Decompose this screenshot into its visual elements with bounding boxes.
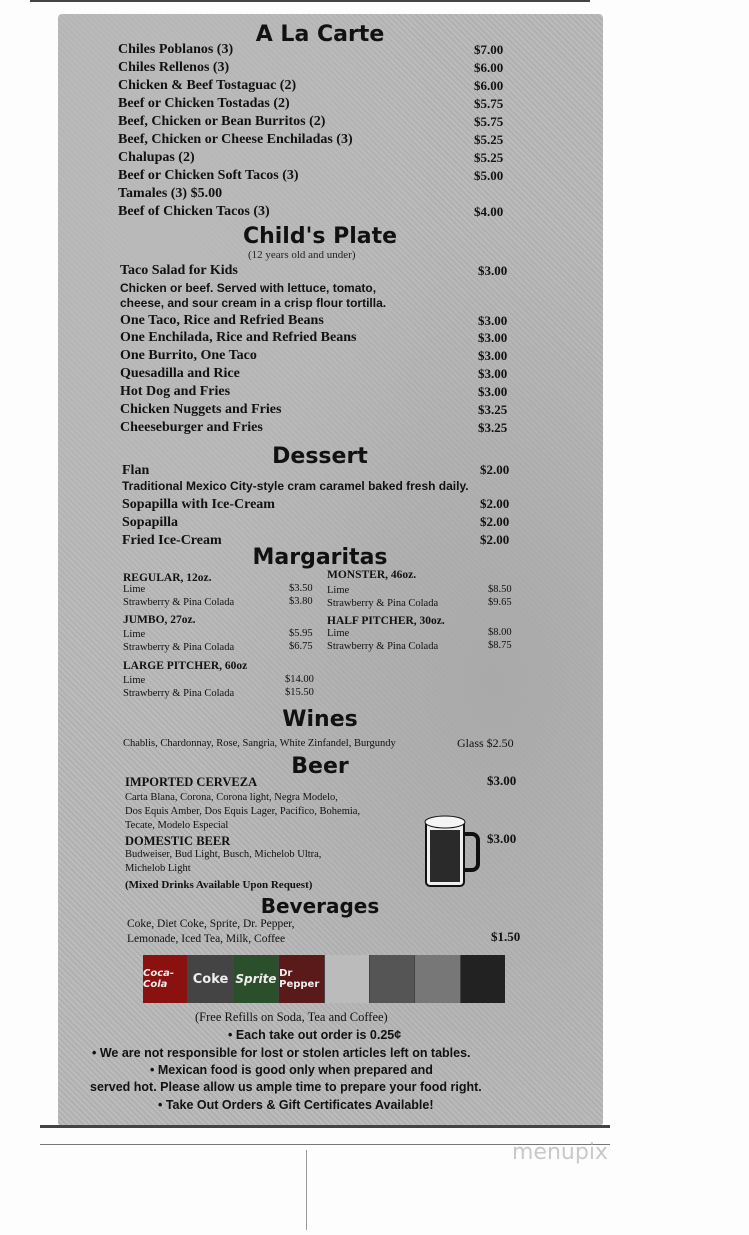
beer-list: Michelob Light (125, 863, 191, 874)
a-la-carte-title: A La Carte (255, 22, 385, 47)
lemonade-logo (325, 955, 370, 1003)
list-item: Chiles Rellenos (3) (118, 60, 230, 75)
childs-plate-title: Child's Plate (242, 224, 398, 249)
wines-price: Glass $2.50 (457, 736, 514, 750)
item-price: $3.00 (478, 348, 508, 363)
list-item: Beef or Chicken Tostadas (2) (118, 96, 290, 111)
margarita-size: REGULAR, 12oz. (123, 572, 212, 584)
item-price: $5.75 (474, 96, 504, 111)
margarita-price: $3.80 (289, 596, 313, 607)
footer-note: • Take Out Orders & Gift Certificates Available! (158, 1098, 434, 1112)
coke-logo: Coke (188, 955, 233, 1003)
margarita-price: $5.95 (289, 628, 313, 639)
footer-note: • Each take out order is 0.25¢ (228, 1028, 402, 1042)
list-item: Chicken Nuggets and Fries (120, 402, 282, 417)
list-item: Quesadilla and Rice (120, 366, 240, 381)
footer-note: • We are not responsible for lost or stolen articles left on tables. (92, 1046, 471, 1060)
margarita-size: HALF PITCHER, 30oz. (327, 615, 445, 627)
margarita-price: $8.00 (488, 627, 512, 638)
list-item: Cheeseburger and Fries (120, 420, 263, 435)
footer-note: served hot. Please allow us ample time to prepare your food right. (90, 1080, 482, 1094)
item-description: Chicken or beef. Served with lettuce, tomato, (120, 281, 377, 295)
list-item: Chicken & Beef Tostaguac (2) (118, 78, 297, 93)
margarita-flavor: Strawberry & Pina Colada (123, 688, 235, 699)
margarita-flavor: Strawberry & Pina Colada (123, 642, 235, 653)
list-item: Sopapilla (122, 515, 179, 530)
beverages-list: Lemonade, Iced Tea, Milk, Coffee (127, 933, 286, 945)
margarita-flavor: Lime (123, 675, 146, 686)
list-item: Chiles Poblanos (3) (118, 42, 234, 57)
soda-logos-strip (143, 955, 505, 1003)
item-price: $2.00 (480, 496, 510, 511)
item-price: $3.00 (487, 773, 517, 788)
beer-list: Budweiser, Bud Light, Busch, Michelob Ultra, (125, 849, 322, 860)
margarita-price: $3.50 (289, 583, 313, 594)
item-price: $6.00 (474, 78, 504, 93)
list-item: Hot Dog and Fries (120, 384, 231, 399)
list-item: Flan (122, 463, 150, 478)
iced-tea-logo (370, 955, 415, 1003)
beer-mug-icon (420, 812, 480, 892)
item-price: $3.00 (478, 313, 508, 328)
item-price: $3.00 (478, 384, 508, 399)
list-item: Sopapilla with Ice-Cream (122, 497, 275, 512)
list-item: Beef, Chicken or Bean Burritos (2) (118, 114, 326, 129)
item-price: $2.00 (480, 514, 510, 529)
margarita-size: JUMBO, 27oz. (123, 614, 196, 626)
item-price: $3.25 (478, 420, 508, 435)
list-item: One Enchilada, Rice and Refried Beans (120, 330, 357, 345)
margarita-flavor: Strawberry & Pina Colada (123, 597, 235, 608)
beer-title: Beer (291, 754, 349, 779)
beer-category: IMPORTED CERVEZA (125, 775, 258, 789)
margarita-price: $6.75 (289, 641, 313, 652)
margarita-price: $8.75 (488, 640, 512, 651)
item-price: $5.75 (474, 114, 504, 129)
item-price: $3.00 (478, 366, 508, 381)
sprite-logo: Sprite (234, 955, 279, 1003)
margarita-flavor: Lime (123, 584, 146, 595)
margarita-flavor: Lime (327, 628, 350, 639)
margarita-size: LARGE PITCHER, 60oz (123, 660, 248, 672)
margarita-price: $14.00 (285, 674, 314, 685)
item-price: $3.00 (478, 263, 508, 278)
wines-list: Chablis, Chardonnay, Rose, Sangria, White Zinfandel, Burgundy (123, 738, 396, 749)
list-item: Beef of Chicken Tacos (3) (118, 204, 270, 219)
beer-category: DOMESTIC BEER (125, 834, 231, 848)
list-item: Beef, Chicken or Cheese Enchiladas (3) (118, 132, 353, 147)
watermark: menupix (512, 1140, 608, 1165)
list-item: Beef or Chicken Soft Tacos (3) (118, 168, 299, 183)
free-refills-note: (Free Refills on Soda, Tea and Coffee) (195, 1010, 388, 1024)
item-price: $2.00 (480, 462, 510, 477)
item-price: $2.00 (480, 532, 510, 547)
milk-logo (415, 955, 460, 1003)
list-item: Fried Ice-Cream (122, 533, 222, 548)
coca-cola-logo: Coca-Cola (143, 955, 188, 1003)
fold-line (306, 1150, 307, 1230)
list-item: One Burrito, One Taco (120, 348, 257, 363)
footer-note: • Mexican food is good only when prepared and (150, 1063, 433, 1077)
childs-plate-subtitle: (12 years old and under) (248, 249, 356, 261)
beer-list: Tecate, Modelo Especial (125, 820, 229, 831)
beer-list: Carta Blana, Corona, Corona light, Negra Modelo, (125, 792, 338, 803)
beverages-list: Coke, Diet Coke, Sprite, Dr. Pepper, (127, 918, 295, 930)
margarita-size: MONSTER, 46oz. (327, 569, 417, 581)
item-price: $5.25 (474, 132, 504, 147)
list-item: Chalupas (2) (118, 150, 195, 165)
beer-list: Dos Equis Amber, Dos Equis Lager, Pacifico, Bohemia, (125, 806, 361, 817)
item-price: $3.00 (487, 831, 517, 846)
top-rule (30, 0, 590, 10)
mixed-drinks-note: (Mixed Drinks Available Upon Request) (125, 879, 313, 891)
margarita-flavor: Strawberry & Pina Colada (327, 641, 439, 652)
margarita-price: $9.65 (488, 597, 512, 608)
item-price: $3.00 (478, 330, 508, 345)
dr-pepper-logo: Dr Pepper (279, 955, 324, 1003)
item-price: $4.00 (474, 204, 504, 219)
item-price: $3.25 (478, 402, 508, 417)
beverages-title: Beverages (260, 894, 380, 918)
margarita-flavor: Lime (327, 585, 350, 596)
item-price: $5.00 (474, 168, 504, 183)
item-description: cheese, and sour cream in a crisp flour tortilla. (120, 296, 387, 310)
item-price: $6.00 (474, 60, 504, 75)
item-price: $5.25 (474, 150, 504, 165)
list-item: Tamales (3) $5.00 (118, 186, 223, 201)
margaritas-title: Margaritas (252, 545, 388, 570)
margarita-flavor: Lime (123, 629, 146, 640)
margarita-price: $8.50 (488, 584, 512, 595)
list-item: One Taco, Rice and Refried Beans (120, 313, 324, 328)
item-description: Traditional Mexico City-style cram caramel baked fresh daily. (122, 479, 469, 493)
dessert-title: Dessert (272, 444, 368, 469)
list-item: Taco Salad for Kids (120, 263, 238, 278)
wines-title: Wines (282, 707, 358, 732)
margarita-price: $15.50 (285, 687, 314, 698)
item-price: $1.50 (491, 929, 521, 944)
item-price: $7.00 (474, 42, 504, 57)
margarita-flavor: Strawberry & Pina Colada (327, 598, 439, 609)
coffee-cup-logo (461, 955, 505, 1003)
